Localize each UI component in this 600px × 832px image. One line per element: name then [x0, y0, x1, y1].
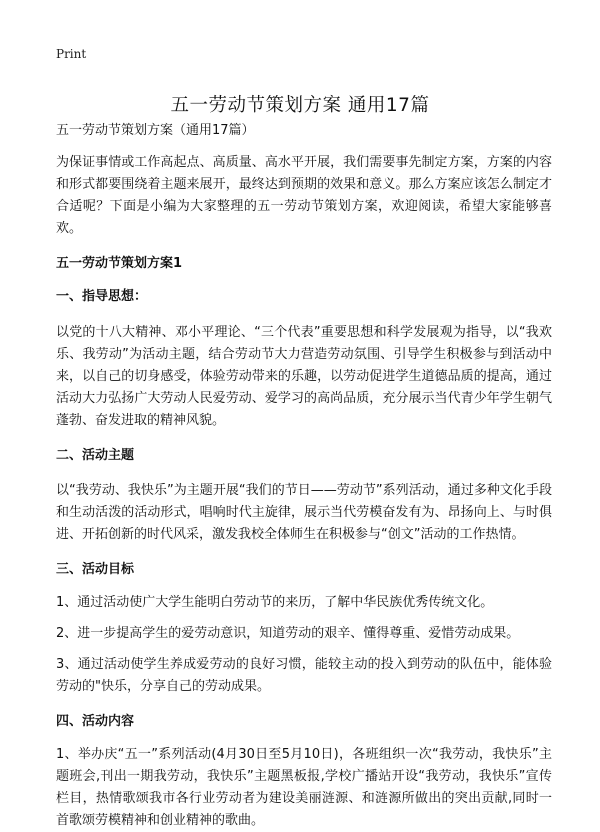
goal-item: 2、进一步提高学生的爱劳动意识，知道劳动的艰辛、懂得尊重、爱惜劳动成果。 — [56, 626, 520, 641]
print-link[interactable]: Print — [56, 47, 87, 61]
document-subtitle: 五一劳动节策划方案（通用17篇） — [56, 123, 255, 138]
goal-item: 3、通过活动使学生养成爱劳动的良好习惯，能较主动的投入到劳动的队伍中，能体验劳动的"快乐，分享自己的劳动成果。 — [56, 657, 552, 694]
paragraph-guiding-ideology: 以党的十八大精神、邓小平理论、“三个代表”重要思想和科学发展观为指导，以“我欢乐、我劳动”为活动主题，结合劳动节大力营造劳动氛围、引导学生积极参与到活动中来，以自己的切身感受，体验劳动带来的乐趣，以劳动促进学生道德品质的提高，通过活动大力弘扬广大劳动人民爱劳动、爱学习的高尚品质，充分展示当代青少年学生朝气蓬勃、奋发进取的精神风貌。 — [56, 325, 552, 428]
section-title: 五一劳动节策划方案1 — [56, 256, 183, 271]
document-body — [56, 120, 552, 832]
goal-item: 1、通过活动使广大学生能明白劳动节的来历，了解中华民族优秀传统文化。 — [56, 595, 494, 610]
intro-paragraph: 为保证事情或工作高起点、高质量、高水平开展，我们需要事先制定方案，方案的内容和形式都要围绕着主题来展开，最终达到预期的效果和意义。那么方案应该怎么制定才合适呢？下面是小编为大家整理的五一劳动节策划方案，欢迎阅读，希望大家能够喜欢。 — [56, 155, 552, 236]
document-title: 五一劳动节策划方案 通用17篇 — [170, 95, 430, 117]
paragraph-activity-theme: 以“我劳动、我快乐”为主题开展“我们的节日——劳动节”系列活动，通过多种文化手段和生动活泼的活动形式，唱响时代主旋律，展示当代劳模奋发有为、昂扬向上、与时俱进、开拓创新的时代风采，激发我校全体师生在积极参与“创文”活动的工作热情。 — [56, 483, 552, 542]
paragraph-activity-content: 1、举办庆“五一”系列活动(4月30日至5月10日)，各班组织一次“我劳动，我快乐”主题班会,刊出一期我劳动，我快乐”主题黑板报,学校广播站开设“我劳动，我快乐”宣传栏目，热情歌颂我市各行业劳动者为建设美丽涟源、和涟源所做出的突出贡献,同时一首歌颂劳模精神和创业精神的歌曲。 — [56, 747, 552, 828]
heading-activity-goals: 三、活动目标 — [56, 562, 135, 577]
heading-activity-content: 四、活动内容 — [56, 714, 135, 729]
heading-guiding-ideology: 一、指导思想： — [56, 289, 148, 304]
heading-activity-theme: 二、活动主题 — [56, 448, 135, 463]
